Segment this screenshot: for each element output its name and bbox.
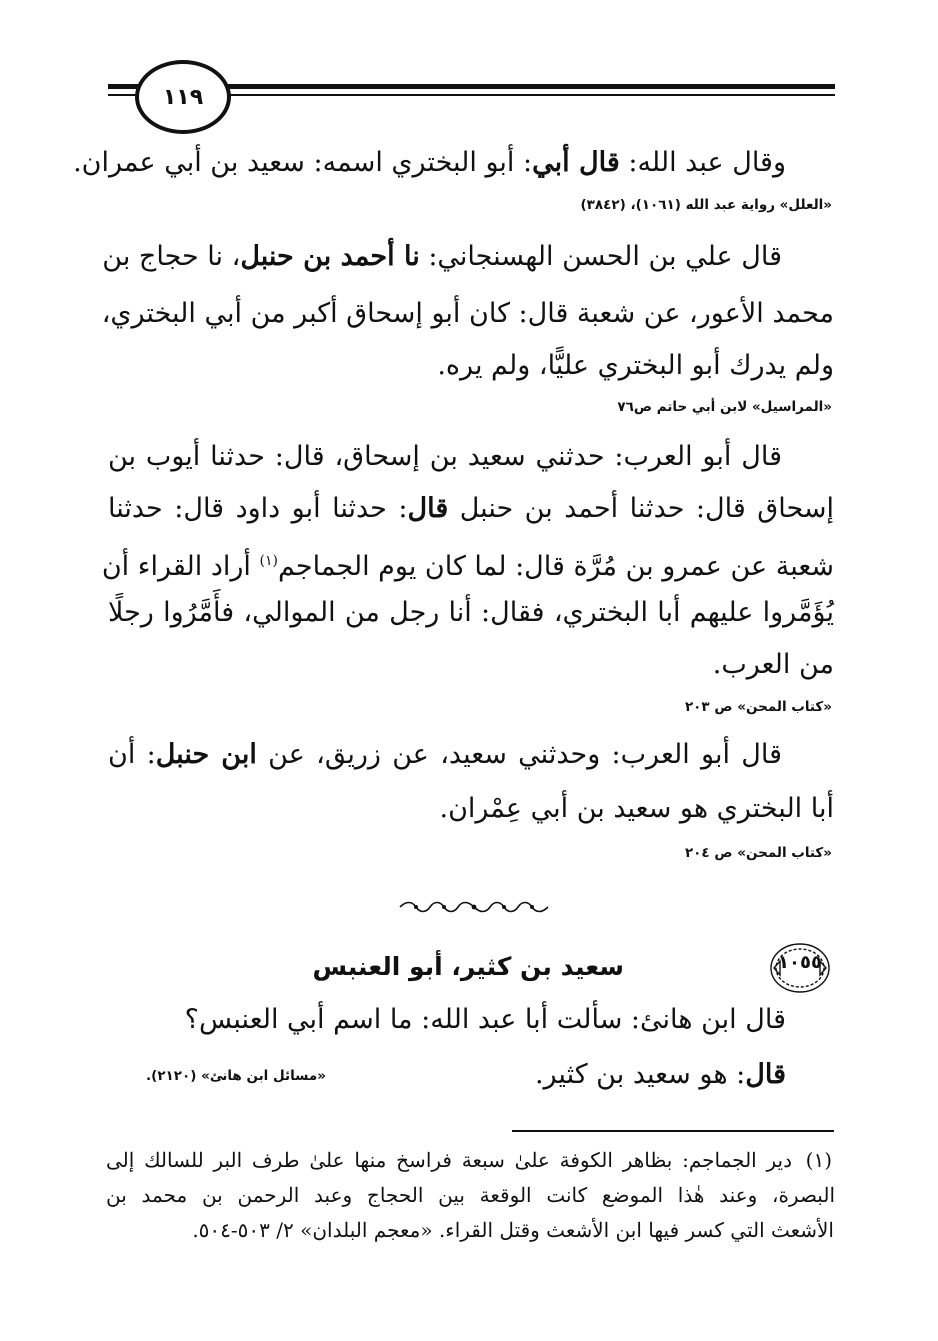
text-line: قال أبو العرب: وحدثني سعيد، عن زريق، عن ابن حنبل: أن	[108, 739, 783, 770]
footnote-line: الأشعث التي كسر فيها ابن الأشعث وقتل القراء. «معجم البلدان» ٢/ ٥٠٣-٥٠٤.	[192, 1218, 834, 1242]
footnote-marker-label: (١)	[805, 1148, 832, 1172]
text-line: يُؤَمَّروا عليهم أبا البختري، فقال: أنا رجل من الموالي، فأَمَّرُوا رجلًا	[108, 597, 834, 628]
footnote-rule	[512, 1130, 834, 1132]
text-line: قال: هو سعيد بن كثير.	[534, 1059, 786, 1090]
text-line: قال أبو العرب: حدثني سعيد بن إسحاق، قال: حدثنا أيوب بن	[108, 441, 782, 472]
source-citation: «المراسيل» لابن أبي حاتم ص٧٦	[617, 399, 832, 415]
text-line: أبا البختري هو سعيد بن أبي عِمْران.	[439, 793, 834, 824]
page-number-text: ١١٩	[162, 84, 204, 110]
footnote-line: دير الجماجم: بظاهر الكوفة علىٰ سبعة فراسخ منها علىٰ طرف البر للسالك إلى	[106, 1148, 792, 1172]
source-citation: «كتاب المحن» ص ٢٠٣	[684, 699, 832, 715]
source-citation: «العلل» رواية عبد الله (١٠٦١)، (٣٨٤٢)	[580, 197, 832, 213]
text-line: شعبة عن عمرو بن مُرَّة قال: لما كان يوم الجماجم$^{(١)}$ أراد القراء أن	[101, 551, 834, 582]
text-line: إسحاق قال: حدثنا أحمد بن حنبل قال: حدثنا أبو داود قال: حدثنا	[108, 493, 834, 524]
entry-number: ١٠٥٥	[778, 952, 822, 973]
source-citation: «مسائل ابن هانئ» (٢١٢٠).	[146, 1068, 326, 1084]
entry-title: سعيد بن كثير، أبو العنبس	[312, 952, 624, 981]
text-line: محمد الأعور، عن شعبة قال: كان أبو إسحاق أكبر من أبي البختري،	[101, 298, 834, 329]
ornament-divider	[398, 900, 550, 914]
text-line: وقال عبد الله: قال أبي: أبو البختري اسمه: سعيد بن أبي عمران.	[73, 147, 786, 178]
page-number	[135, 60, 231, 134]
footnote-marker: (١)	[259, 553, 278, 569]
text-line: ولم يدرك أبو البختري عليًّا، ولم يره.	[437, 350, 834, 381]
source-citation: «كتاب المحن» ص ٢٠٤	[684, 845, 832, 861]
text-line: قال ابن هانئ: سألت أبا عبد الله: ما اسم أبي العنبس؟	[184, 1004, 786, 1035]
footnote-line: البصرة، وعند هٰذا الموضع كانت الوقعة بين الحجاج وعبد الرحمن بن محمد بن	[106, 1183, 835, 1207]
text-line: قال علي بن الحسن الهسنجاني: نا أحمد بن حنبل، نا حجاج بن	[102, 241, 782, 272]
text-line: من العرب.	[712, 649, 834, 680]
